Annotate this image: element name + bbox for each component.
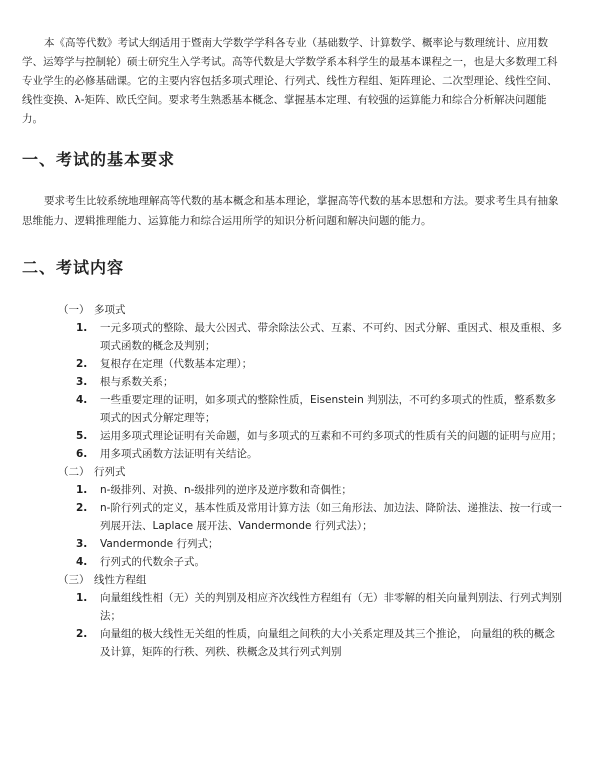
- item-text: n-级排列、对换、n-级排列的逆序及逆序数和奇偶性；: [100, 484, 352, 496]
- list-item: [76, 373, 562, 391]
- item-text: 一些重要定理的证明，如多项式的整除性质，Eisenstein 判别法，不可约多项式的性质，整系数多项式的因式分解定理等；: [100, 394, 557, 424]
- subsection-title: 多项式: [94, 304, 126, 316]
- item-number: 3.: [76, 538, 88, 550]
- list-item: [76, 391, 562, 427]
- item-list: [22, 481, 562, 571]
- subsection-title: 行列式: [94, 466, 126, 478]
- item-text: 用多项式函数方法证明有关结论。: [100, 448, 258, 460]
- item-number: 6.: [76, 448, 88, 460]
- subsection-tag: （一）: [58, 304, 90, 316]
- item-text: Vandermonde 行列式；: [100, 538, 219, 550]
- item-text: 向量组线性相（无）关的判别及相应齐次线性方程组有（无）非零解的相关向量判别法、行列式判别法；: [100, 592, 562, 622]
- item-number: 1.: [76, 322, 88, 334]
- item-list: [22, 319, 562, 463]
- subsection-tag: （二）: [58, 466, 90, 478]
- item-number: 4.: [76, 556, 88, 568]
- list-item: [76, 589, 562, 625]
- item-number: 3.: [76, 376, 88, 388]
- item-text: 行列式的代数余子式。: [100, 556, 205, 568]
- item-number: 2.: [76, 502, 88, 514]
- intro-paragraph: 本《高等代数》考试大纲适用于暨南大学数学学科各专业（基础数学、计算数学、概率论与数理统计、应用数学、运筹学与控制轮）硕士研究生入学考试。高等代数是大学数学系本科学生的最基本课程之一，也是大多数理工科专业学生的必修基础课。它的主要内容包括多项式理论、行列式、线性方程组、矩阵理论、二次型理论、线性空间、线性变换、λ-矩阵、欧氏空间。要求考生熟悉基本概念、掌握基本定理、有较强的运算能力和综合分析解决问题能力。: [22, 37, 558, 125]
- item-text: 向量组的极大线性无关组的性质，向量组之间秩的大小关系定理及其三个推论， 向量组的秩的概念及计算，矩阵的行秩、列秩、秩概念及其行列式判别: [100, 628, 555, 658]
- subsection-title: 线性方程组: [94, 574, 147, 586]
- item-text: 根与系数关系；: [100, 376, 174, 388]
- subsection-heading: [22, 463, 562, 481]
- item-text: n-阶行列式的定义，基本性质及常用计算方法（如三角形法、加边法、降阶法、递推法、按一行或一列展开法、Laplace 展开法、Vandermonde 行列式法）；: [100, 502, 562, 532]
- item-list: [22, 589, 562, 661]
- item-text: 一元多项式的整除、最大公因式、带余除法公式、互素、不可约、因式分解、重因式、根及重根、多项式函数的概念及判别；: [100, 322, 562, 352]
- item-number: 1.: [76, 592, 88, 604]
- item-number: 5.: [76, 430, 88, 442]
- list-item: [76, 445, 562, 463]
- section-1-heading: 一、考试的基本要求: [22, 150, 176, 169]
- section-2-heading: 二、考试内容: [22, 258, 125, 277]
- list-item: [76, 427, 562, 445]
- list-item: [76, 319, 562, 355]
- section-1-paragraph: 要求考生比较系统地理解高等代数的基本概念和基本理论，掌握高等代数的基本思想和方法。要求考生具有抽象思维能力、逻辑推理能力、运算能力和综合运用所学的知识分析问题和解决问题的能力。: [22, 195, 559, 227]
- item-number: 4.: [76, 394, 88, 406]
- subsection-heading: [22, 301, 562, 319]
- section-2-content: [22, 301, 562, 661]
- subsection-tag: （三）: [58, 574, 90, 586]
- list-item: [76, 355, 562, 373]
- list-item: [76, 499, 562, 535]
- item-number: 1.: [76, 484, 88, 496]
- list-item: [76, 535, 562, 553]
- item-text: 运用多项式理论证明有关命题，如与多项式的互素和不可约多项式的性质有关的问题的证明与应用；: [100, 430, 562, 442]
- list-item: [76, 625, 562, 661]
- item-number: 2.: [76, 628, 88, 640]
- subsection-heading: [22, 571, 562, 589]
- item-text: 复根存在定理（代数基本定理）；: [100, 358, 253, 370]
- list-item: [76, 481, 562, 499]
- list-item: [76, 553, 562, 571]
- item-number: 2.: [76, 358, 88, 370]
